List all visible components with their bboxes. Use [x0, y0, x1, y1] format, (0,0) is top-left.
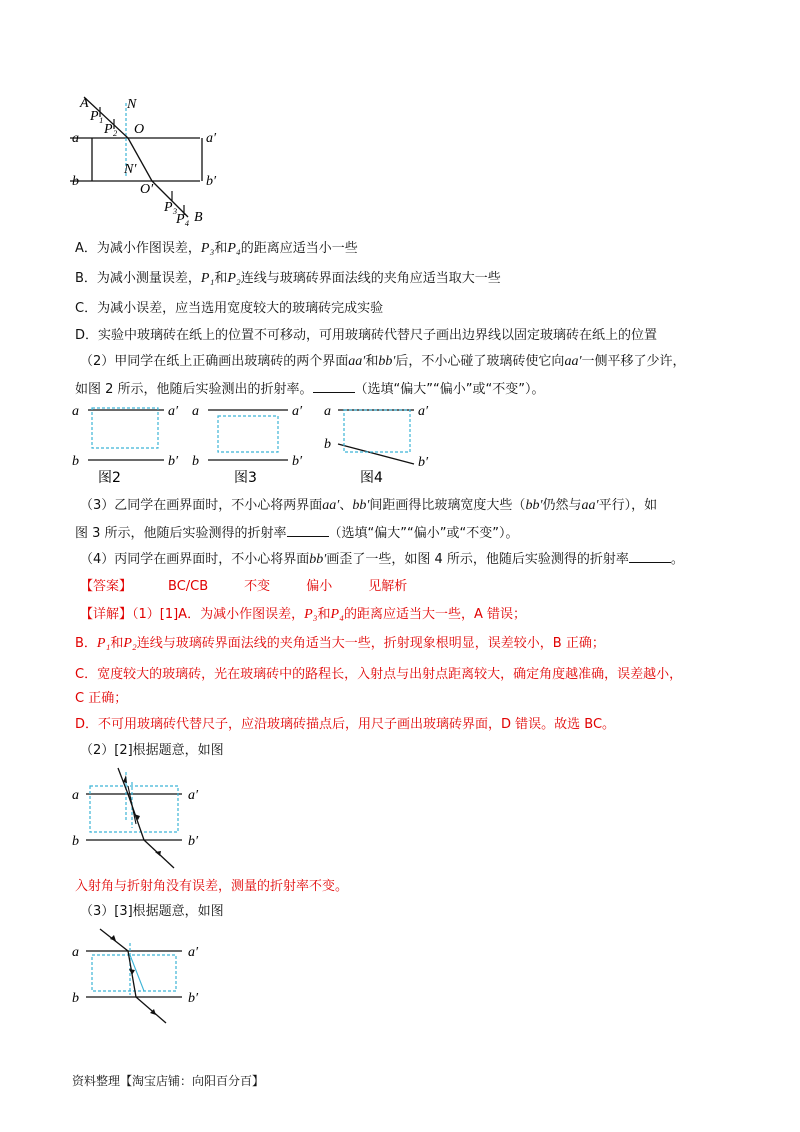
sol3-label-b: b	[72, 991, 79, 1006]
question-2-line-1: （2）甲同学在纸上正确画出玻璃砖的两个界面aa′和bb′后，不小心碰了玻璃砖使它向aa′一侧平移了少许，	[80, 354, 686, 369]
label-B: B	[194, 210, 203, 225]
answer-line	[80, 578, 443, 596]
answer-2: 不变	[244, 579, 271, 594]
label-A: A	[80, 96, 89, 111]
fig4-label-a: a	[324, 404, 331, 419]
sol3-label-b-prime: b′	[188, 991, 199, 1006]
fig4-label-a-prime: a′	[418, 404, 429, 419]
label-N: N	[127, 97, 137, 112]
detail-line-7: 入射角与折射角没有误差，测量的折射率不变。	[75, 879, 349, 894]
fig3-label-a-prime: a′	[292, 404, 303, 419]
solution-figure-3	[70, 925, 220, 1035]
figures-2-3-4	[68, 398, 448, 488]
label-b-prime: b′	[206, 174, 217, 189]
sol2-label-a-prime: a′	[188, 788, 199, 803]
label-O-prime: O′	[140, 182, 154, 197]
footer: 资料整理【淘宝店铺：向阳百分百】	[72, 1074, 265, 1088]
answer-label: 【答案】	[80, 579, 133, 594]
label-N-prime: N′	[124, 162, 137, 177]
detail-line-6: （2）[2]根据题意，如图	[80, 743, 224, 758]
solution-figure-2	[70, 762, 220, 872]
fig4-label-b: b	[324, 437, 331, 452]
fig3-label-b: b	[192, 454, 199, 469]
figure-1-refraction-diagram	[70, 95, 230, 230]
detail-line-3: C．宽度较大的玻璃砖，光在玻璃砖中的路程长，入射点与出射点距离较大，确定角度越准确，误差越小，	[75, 667, 683, 682]
sol2-label-a: a	[72, 788, 79, 803]
label-P3: P₃	[164, 200, 178, 215]
fig2-label-a: a	[72, 404, 79, 419]
answer-3: 偏小	[306, 579, 333, 594]
fig4-label-b-prime: b′	[418, 455, 429, 470]
label-O: O	[134, 122, 145, 137]
sol2-label-b: b	[72, 834, 79, 849]
label-P4: P₄	[176, 212, 190, 227]
label-P1: P₁	[90, 109, 104, 124]
fig3-label-b-prime: b′	[292, 454, 303, 469]
answer-4: 见解析	[368, 579, 408, 594]
detail-line-8: （3）[3]根据题意，如图	[80, 904, 224, 919]
option-C: C．为减小误差，应当选用宽度较大的玻璃砖完成实验	[75, 301, 384, 316]
detail-line-1: 【详解】（1）[1]A．为减小作图误差，P₃和P₄的距离应适当大一些，A 错误；	[80, 607, 526, 622]
answer-blank	[629, 550, 671, 563]
option-A: A．为减小作图误差，P₃和P₄的距离应适当小一些	[75, 241, 358, 256]
fig2-label-a-prime: a′	[168, 404, 179, 419]
answer-blank	[287, 524, 329, 537]
question-4: （4）丙同学在画界面时，不小心将界面bb′画歪了一些，如图 4 所示，他随后实验测得的折射率 。	[80, 552, 684, 567]
sol3-label-a: a	[72, 945, 79, 960]
option-B: B．为减小测量误差，P₁和P₂连线与玻璃砖界面法线的夹角应适当取大一些	[75, 271, 501, 286]
detail-line-2: B．P₁和P₂连线与玻璃砖界面法线的夹角适当大一些，折射现象根明显，误差较小，B 正确；	[75, 636, 605, 651]
fig2-label-b: b	[72, 454, 79, 469]
detail-line-4: C 正确；	[75, 691, 128, 706]
label-a-prime: a′	[206, 131, 217, 146]
fig4-caption: 图4	[360, 470, 383, 486]
sol2-label-b-prime: b′	[188, 834, 199, 849]
label-P2: P₂	[104, 122, 118, 137]
option-D: D．实验中玻璃砖在纸上的位置不可移动，可用玻璃砖代替尺子画出边界线以固定玻璃砖在纸上的位置	[75, 328, 658, 343]
question-3-line-2: 图 3 所示，他随后实验测得的折射率 （选填“偏大”“偏小”或“不变”）。	[75, 526, 519, 541]
label-a: a	[72, 131, 79, 146]
fig2-caption: 图2	[98, 470, 121, 486]
fig2-label-b-prime: b′	[168, 454, 179, 469]
answer-1: BC/CB	[168, 579, 209, 594]
answer-blank	[313, 380, 355, 393]
fig3-label-a: a	[192, 404, 199, 419]
question-3-line-1: （3）乙同学在画界面时，不小心将两界面aa′、bb′间距画得比玻璃宽度大些（bb′仍然与aa′平行），如	[80, 498, 658, 513]
sol3-label-a-prime: a′	[188, 945, 199, 960]
question-2-line-2: 如图 2 所示，他随后实验测出的折射率。 （选填“偏大”“偏小”或“不变”）。	[75, 382, 545, 397]
fig3-caption: 图3	[234, 470, 257, 486]
detail-line-5: D．不可用玻璃砖代替尺子，应沿玻璃砖描点后，用尺子画出玻璃砖界面，D 错误。故选 BC。	[75, 717, 616, 732]
label-b: b	[72, 174, 79, 189]
